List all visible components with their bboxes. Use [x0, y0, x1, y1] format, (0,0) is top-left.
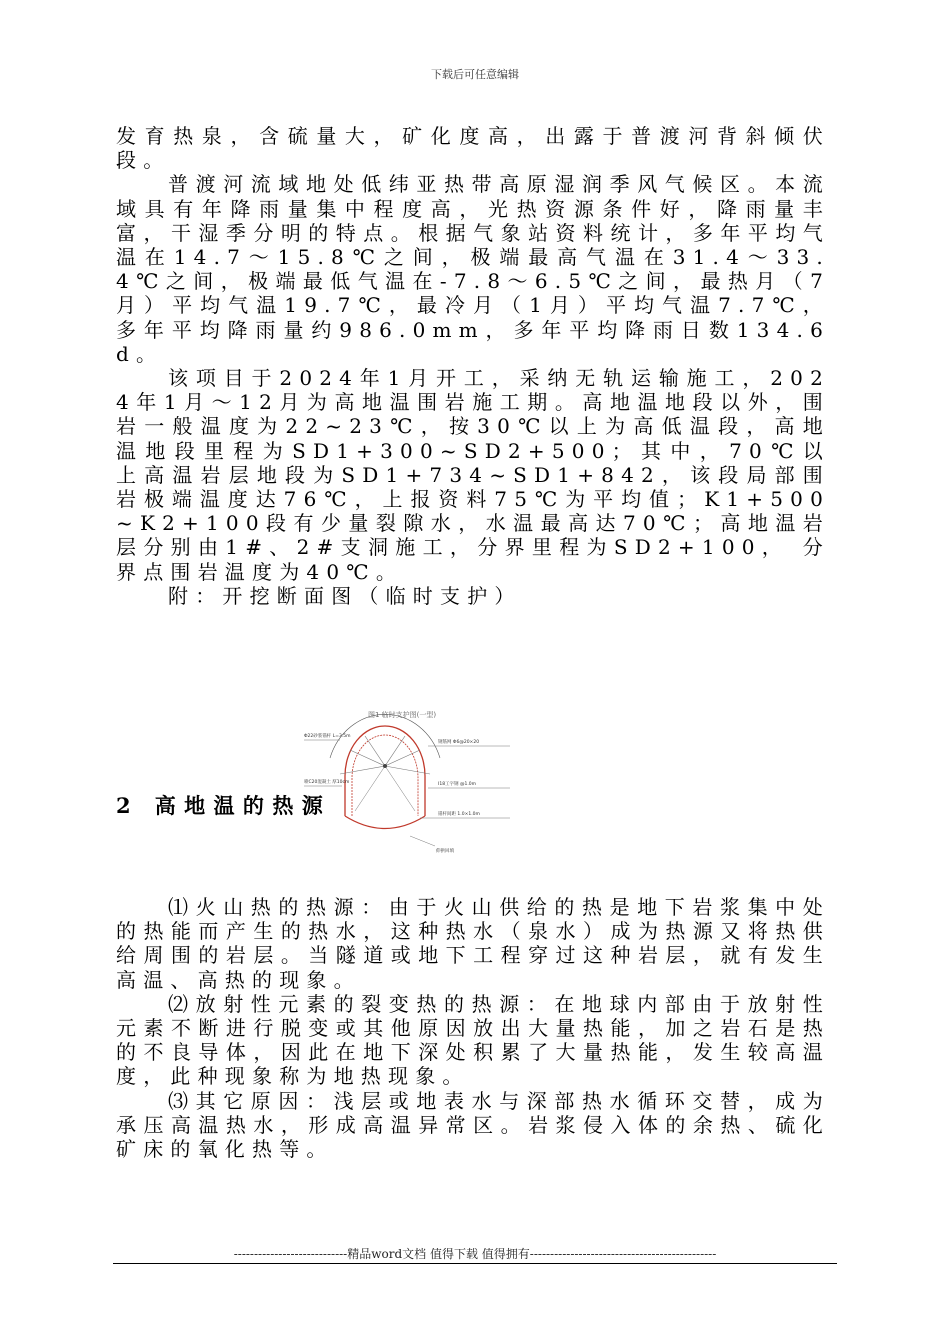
- page-header: 下载后可任意编辑: [431, 68, 519, 81]
- tunnel-inner-lining: [352, 735, 418, 816]
- label-anchor-bolt: Φ22砂浆锚杆 L=3.5m: [304, 734, 351, 739]
- body-text-top: [116, 124, 830, 608]
- invert-arc: [345, 816, 425, 829]
- section-heading: 2 高地温的热源: [116, 793, 332, 818]
- excavation-section-figure: [300, 706, 520, 864]
- paragraph-heat-source-3: ⑶其它原因：浅层或地表水与深部热水循环交替，成为承压高温热水，形成高温异常区。岩浆侵入体的余热、硫化矿床的氧化热等。: [116, 1088, 830, 1162]
- footer-divider: [113, 1263, 837, 1264]
- paragraph-heat-source-2: ⑵放射性元素的裂变热的热源：在地球内部由于放射性元素不断进行脱变或其他原因放出大量热能，加之岩石是热的不良导体，因此在地下深处积累了大量热能，发生较高温度，此种现象称为地热现象。: [116, 991, 830, 1089]
- label-steel-mesh: 钢筋网 Φ6@20×20: [438, 740, 480, 745]
- label-invert-fill: 仰拱回填: [436, 849, 454, 854]
- body-text-bottom: [116, 895, 830, 1161]
- paragraph-3: 该项目于2024年1月开工，采纳无轨运输施工，2024年1月～12月为高地温围岩施工期。高地温地段以外，围岩一般温度为22~23℃，按30℃以上为高低温段，高地温地段里程为SD1+300~SD2+500；其中，70℃以上高温岩层地段为SD1+734~SD1+842，该段局部围岩极端温度达76℃，上报资料75℃为平均值；K1+500~K2+100段有少量裂隙水，水温最高达70℃；高地温岩层分别由1#、2#支洞施工，分界里程为SD2+100， 分界点围岩温度为40℃。: [116, 366, 830, 584]
- paragraph-2: 普渡河流域地处低纬亚热带高原湿润季风气候区。本流域具有年降雨量集中程度高，光热资源条件好，降雨量丰富，干湿季分明的特点。根据气象站资料统计，多年平均气温在14.7～15.8℃之间，极端最高气温在31.4～33.4℃之间，极端最低气温在-7.8～6.5℃之间，最热月（7月）平均气温19.7℃，最冷月（1月）平均气温7.7℃，多年平均降雨量约986.0mm，多年平均降雨日数134.6d。: [116, 172, 830, 366]
- page-footer-text: ----------------------------精品word文档 值得下载 值得拥有----------------------------------------------: [233, 1247, 717, 1261]
- label-steel-arch: I18工字钢 @1.0m: [438, 782, 477, 787]
- figure-title: 图1 临时支护图(一型): [368, 711, 437, 719]
- label-shotcrete: 喷C20混凝土 厚10cm: [304, 780, 350, 785]
- label-bolt-spacing: 锚杆间距 1.0×1.0m: [438, 812, 480, 817]
- paragraph-4: 附：开挖断面图（临时支护）: [168, 583, 522, 608]
- paragraph-1: 发育热泉，含硫量大，矿化度高，出露于普渡河背斜倾伏段。: [116, 124, 830, 173]
- paragraph-heat-source-1: ⑴火山热的热源：由于火山供给的热是地下岩浆集中处的热能而产生的热水，这种热水（泉水）成为热源又将热供给周围的岩层。当隧道或地下工程穿过这种岩层，就有发生高温、高热的现象。: [116, 895, 830, 992]
- tunnel-cross-section-drawing: [300, 706, 520, 864]
